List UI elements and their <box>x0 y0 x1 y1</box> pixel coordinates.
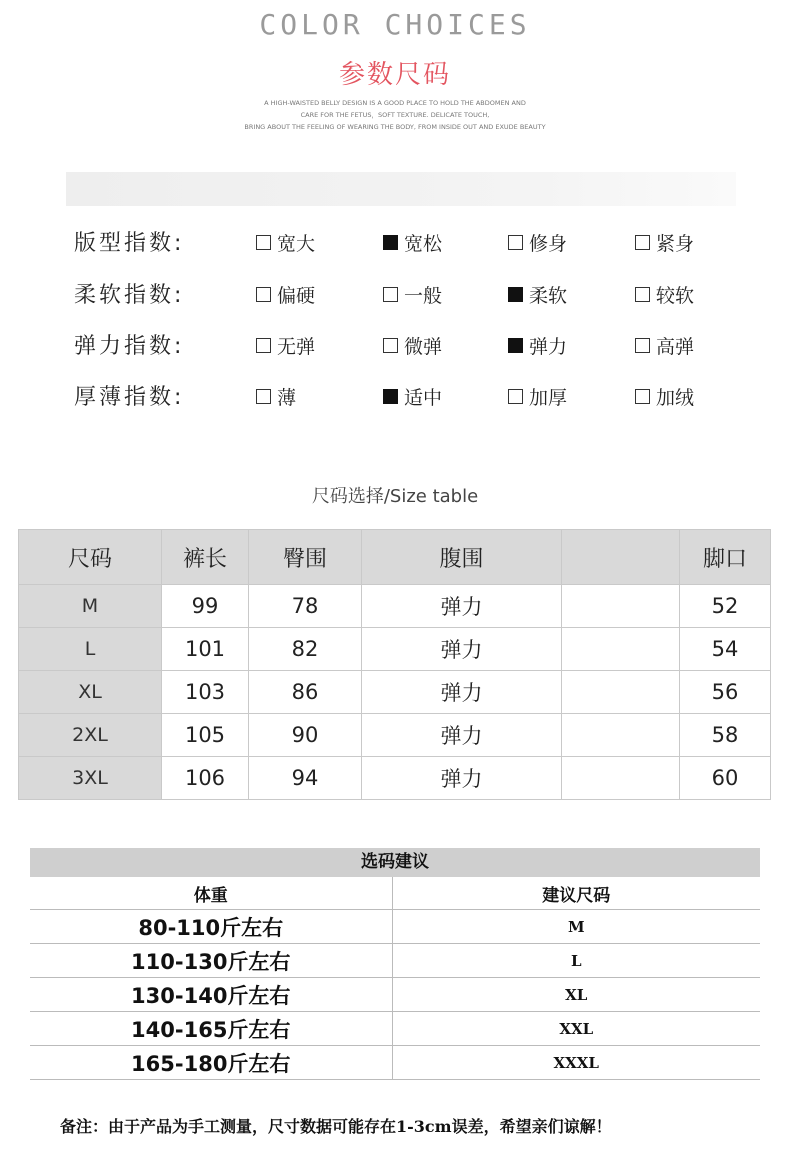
table-cell: 2XL <box>19 714 162 757</box>
table-row <box>19 628 771 671</box>
index-row-thickness <box>0 380 790 420</box>
table-cell: M <box>392 910 760 944</box>
table-cell: 弹力 <box>362 757 562 800</box>
description-text <box>0 97 790 133</box>
checkbox-icon <box>635 235 650 250</box>
table-cell: 54 <box>680 628 771 671</box>
table-cell <box>562 628 680 671</box>
option: 加厚 <box>508 384 567 408</box>
measurement-note: 备注：由于产品为手工测量，尺寸数据可能存在1-3cm误差，希望亲们谅解！ <box>60 1117 612 1136</box>
table-cell: 52 <box>680 585 771 628</box>
table-cell: XL <box>19 671 162 714</box>
table-row <box>30 910 760 944</box>
table-cell <box>562 671 680 714</box>
table-cell: 110-130斤左右 <box>30 944 392 978</box>
option: 一般 <box>383 282 442 306</box>
header-cell <box>562 530 680 585</box>
option: 弹力 <box>508 333 567 357</box>
description-line: BRING ABOUT THE FEELING OF WEARING THE BODY, FROM INSIDE OUT AND EXUDE BEAUTY <box>244 123 546 131</box>
option: 柔软 <box>508 282 567 306</box>
table-header-row <box>19 530 771 585</box>
size-recommendation-title: 选码建议 <box>30 848 760 877</box>
description-line: A HIGH-WAISTED BELLY DESIGN IS A GOOD PLACE TO HOLD THE ABDOMEN AND <box>264 99 526 107</box>
table-cell: XL <box>392 978 760 1012</box>
size-recommendation-table <box>30 877 760 1080</box>
table-header-row <box>30 877 760 910</box>
table-cell: 90 <box>249 714 362 757</box>
description-line: CARE FOR THE FETUS，SOFT TEXTURE. DELICATE TOUCH, <box>300 111 490 119</box>
table-cell: 101 <box>162 628 249 671</box>
decorative-divider-bar <box>66 172 736 206</box>
table-cell: 165-180斤左右 <box>30 1046 392 1080</box>
option: 适中 <box>383 384 442 408</box>
table-cell: 弹力 <box>362 628 562 671</box>
index-label: 弹力指数: <box>74 334 185 359</box>
table-cell: 140-165斤左右 <box>30 1012 392 1046</box>
table-row <box>30 1046 760 1080</box>
table-row <box>30 1012 760 1046</box>
index-row-elasticity <box>0 329 790 369</box>
header-cell: 裤长 <box>162 530 249 585</box>
table-cell: L <box>19 628 162 671</box>
table-cell: 130-140斤左右 <box>30 978 392 1012</box>
header-cell: 尺码 <box>19 530 162 585</box>
index-label: 柔软指数: <box>74 283 185 308</box>
table-cell: 82 <box>249 628 362 671</box>
index-label: 厚薄指数: <box>74 385 185 410</box>
size-table <box>18 529 771 800</box>
option: 薄 <box>256 384 296 408</box>
header-cell: 腹围 <box>362 530 562 585</box>
table-cell: 103 <box>162 671 249 714</box>
table-cell: 60 <box>680 757 771 800</box>
checkbox-icon <box>635 338 650 353</box>
index-label: 版型指数: <box>74 231 185 256</box>
checkbox-icon <box>635 287 650 302</box>
header-cell: 建议尺码 <box>392 877 760 910</box>
checkbox-icon <box>256 338 271 353</box>
table-cell <box>562 585 680 628</box>
option: 宽大 <box>256 230 315 254</box>
option: 无弹 <box>256 333 315 357</box>
checkbox-icon <box>508 235 523 250</box>
option: 加绒 <box>635 384 694 408</box>
table-cell: 58 <box>680 714 771 757</box>
checkbox-icon <box>256 235 271 250</box>
header-cell: 体重 <box>30 877 392 910</box>
table-cell: 99 <box>162 585 249 628</box>
checkbox-icon <box>383 287 398 302</box>
index-row-softness <box>0 278 790 318</box>
checkbox-checked-icon <box>383 389 398 404</box>
table-cell: 56 <box>680 671 771 714</box>
table-cell: M <box>19 585 162 628</box>
option: 微弹 <box>383 333 442 357</box>
table-cell: 弹力 <box>362 671 562 714</box>
option: 紧身 <box>635 230 694 254</box>
table-cell: 105 <box>162 714 249 757</box>
table-row <box>30 944 760 978</box>
table-cell: 78 <box>249 585 362 628</box>
table-cell: XXXL <box>392 1046 760 1080</box>
table-row <box>19 714 771 757</box>
table-cell <box>562 757 680 800</box>
checkbox-checked-icon <box>508 287 523 302</box>
table-row <box>19 671 771 714</box>
checkbox-icon <box>256 287 271 302</box>
table-cell <box>562 714 680 757</box>
option: 修身 <box>508 230 567 254</box>
table-row <box>19 757 771 800</box>
header-cell: 脚口 <box>680 530 771 585</box>
table-cell: 86 <box>249 671 362 714</box>
checkbox-icon <box>508 389 523 404</box>
title-english: COLOR CHOICES <box>259 8 531 41</box>
table-row <box>30 978 760 1012</box>
option: 偏硬 <box>256 282 315 306</box>
checkbox-checked-icon <box>508 338 523 353</box>
option: 较软 <box>635 282 694 306</box>
checkbox-icon <box>635 389 650 404</box>
option: 宽松 <box>383 230 442 254</box>
table-cell: 3XL <box>19 757 162 800</box>
option: 高弹 <box>635 333 694 357</box>
table-cell: 106 <box>162 757 249 800</box>
table-cell: 弹力 <box>362 714 562 757</box>
checkbox-icon <box>256 389 271 404</box>
checkbox-checked-icon <box>383 235 398 250</box>
size-table-caption: 尺码选择/Size table <box>311 486 479 507</box>
table-cell: 80-110斤左右 <box>30 910 392 944</box>
index-row-fit <box>0 226 790 266</box>
title-chinese: 参数尺码 <box>338 60 451 90</box>
table-row <box>19 585 771 628</box>
table-cell: 弹力 <box>362 585 562 628</box>
table-cell: XXL <box>392 1012 760 1046</box>
table-cell: 94 <box>249 757 362 800</box>
header-cell: 臀围 <box>249 530 362 585</box>
table-cell: L <box>392 944 760 978</box>
checkbox-icon <box>383 338 398 353</box>
